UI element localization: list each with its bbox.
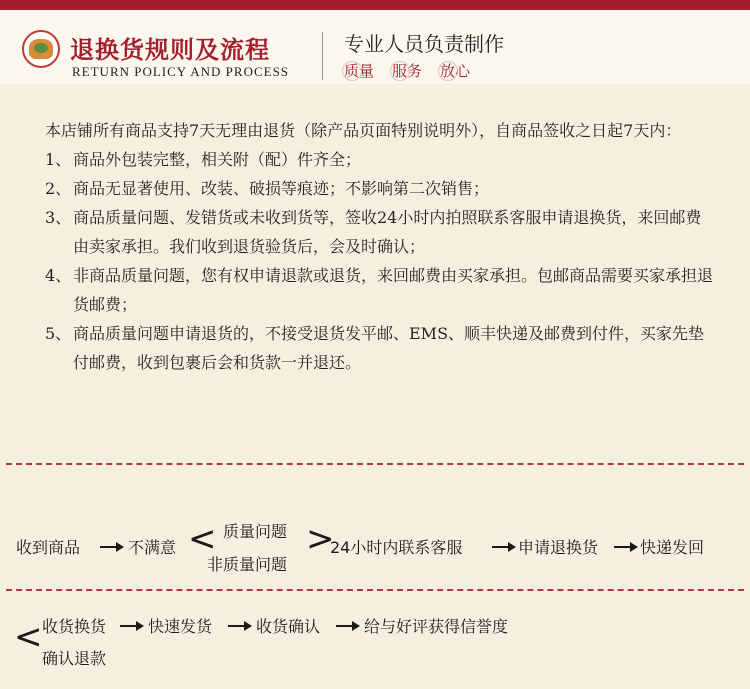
badge-assurance: 放心 [440, 62, 471, 80]
header-divider [322, 32, 323, 80]
arrow-icon [614, 546, 636, 548]
flow-step-receive: 收到商品 [16, 538, 81, 557]
arrow-icon [336, 625, 358, 627]
branch-brace-icon: < [14, 617, 43, 657]
policy-item-text: 商品质量问题申请退货的，不接受退货发平邮、EMS、顺丰快递及邮费到付件，买家先垫付邮费，收到包裹后会和货款一并退还。 [73, 324, 705, 372]
policy-item-number: 2、 [45, 179, 72, 198]
header [0, 10, 750, 84]
policy-item-number: 5、 [45, 324, 72, 343]
policy-text [45, 116, 715, 377]
arrow-icon [100, 546, 122, 548]
arrow-icon [120, 625, 142, 627]
badge-row [344, 60, 470, 81]
policy-item [45, 174, 715, 203]
flow-branch-nonquality: 非质量问题 [207, 555, 288, 574]
flow-option-exchange: 收货换货 [42, 617, 107, 636]
top-red-bar [0, 0, 750, 10]
flow-branch-quality: 质量问题 [223, 522, 288, 541]
page-title: 退换货规则及流程 [70, 36, 270, 64]
merge-brace-icon: < [306, 519, 335, 559]
dashed-separator [6, 463, 744, 465]
slogan: 专业人员负责制作 [344, 32, 504, 56]
policy-item-number: 1、 [45, 150, 72, 169]
store-logo-icon [22, 30, 60, 68]
policy-item-number: 4、 [45, 266, 72, 285]
badge-service: 服务 [392, 62, 423, 80]
policy-item [45, 203, 715, 261]
flow-step-confirm: 收货确认 [256, 617, 321, 636]
flow-step-fast-ship: 快速发货 [148, 617, 213, 636]
flow-step-ship-back: 快递发回 [640, 538, 705, 557]
flow-step-contact: 24小时内联系客服 [330, 538, 463, 557]
policy-item-text: 商品外包装完整，相关附（配）件齐全； [73, 150, 362, 169]
policy-intro: 本店铺所有商品支持7天无理由退货（除产品页面特别说明外），自商品签收之日起7天内： [45, 121, 682, 140]
policy-item-text: 商品无显著使用、改装、破损等痕迹；不影响第二次销售； [73, 179, 490, 198]
arrow-icon [228, 625, 250, 627]
policy-item-number: 3、 [45, 208, 72, 227]
flow-option-refund: 确认退款 [42, 649, 107, 668]
flow-step-review: 给与好评获得信誉度 [364, 617, 509, 636]
policy-item [45, 261, 715, 319]
page-subtitle: RETURN POLICY AND PROCESS [72, 64, 290, 79]
arrow-icon [492, 546, 514, 548]
dashed-separator [6, 589, 744, 591]
policy-item-text: 非商品质量问题，您有权申请退款或退货，来回邮费由买家承担。包邮商品需要买家承担退货邮费； [73, 266, 714, 314]
branch-brace-icon: < [188, 519, 217, 559]
badge-quality: 质量 [344, 62, 375, 80]
flow-step-unsatisfied: 不满意 [128, 538, 177, 557]
flow-step-apply: 申请退换货 [518, 538, 599, 557]
policy-item-text: 商品质量问题、发错货或未收到货等，签收24小时内拍照联系客服申请退换货，来回邮费由卖家承担。我们收到退货验货后，会及时确认； [73, 208, 702, 256]
policy-item [45, 145, 715, 174]
policy-item [45, 319, 715, 377]
